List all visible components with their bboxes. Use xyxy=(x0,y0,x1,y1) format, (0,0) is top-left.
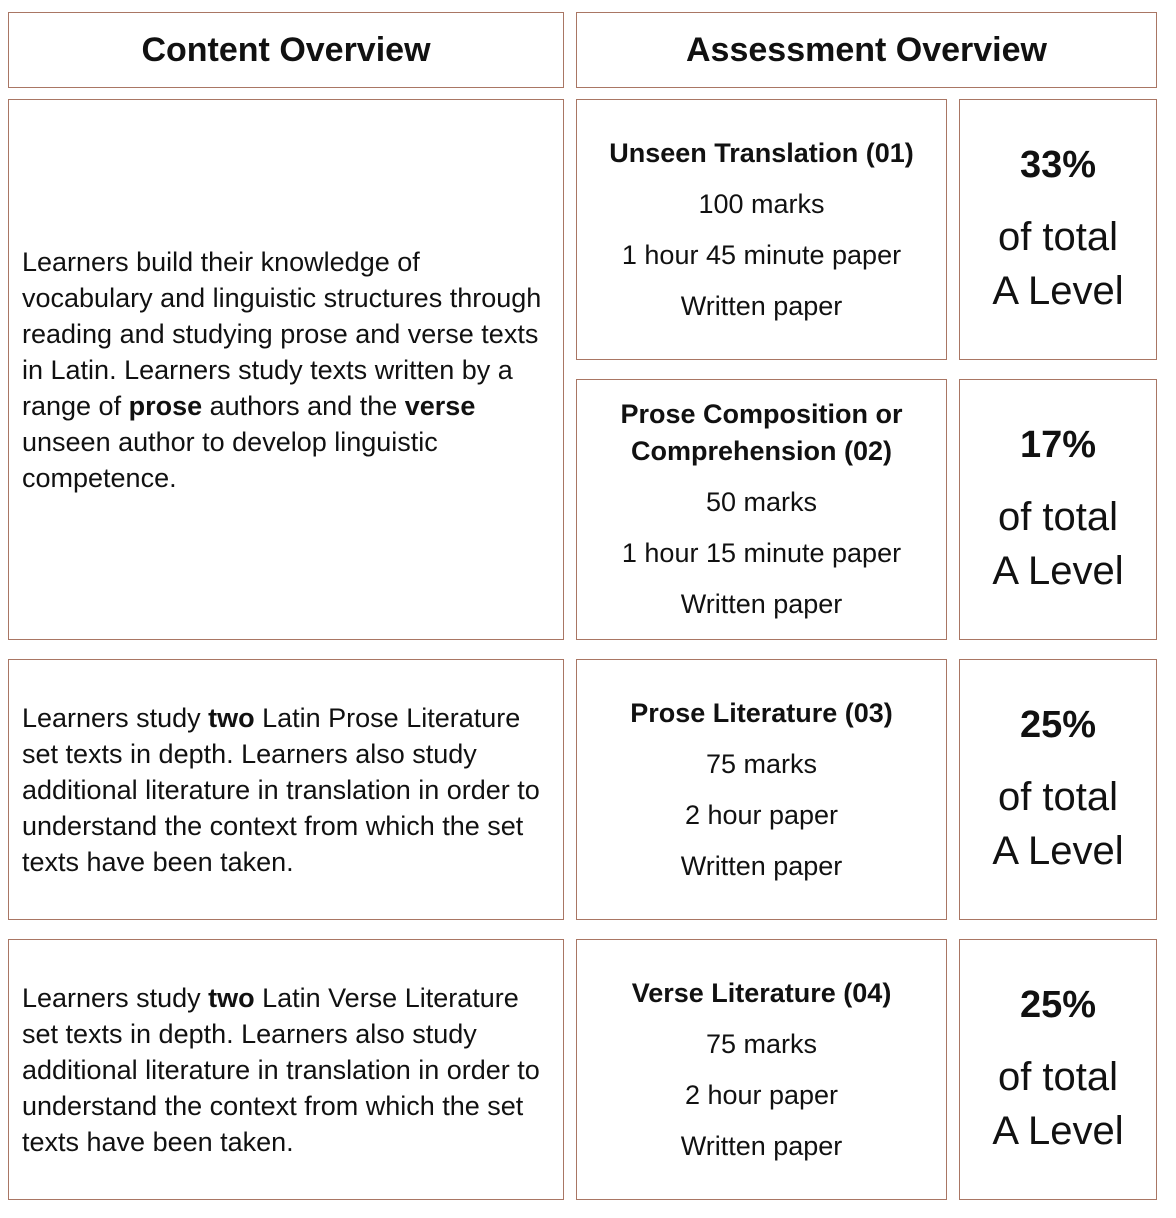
component-type: Written paper xyxy=(680,589,843,619)
content-text xyxy=(22,700,551,880)
weighting-label-line2: A Level xyxy=(992,828,1124,873)
text-segment: Learners study xyxy=(22,982,209,1013)
text-segment: Learners study xyxy=(22,702,209,733)
weighting-percent: 33% xyxy=(1019,143,1097,186)
assessment-overview-header xyxy=(576,12,1157,88)
emphasis-text: prose xyxy=(128,390,203,421)
component-duration: 2 hour paper xyxy=(684,1079,839,1110)
content-cell-prose-literature xyxy=(8,659,564,920)
content-cell-verse-literature xyxy=(8,939,564,1200)
component-title: Prose Composition or Comprehension (02) xyxy=(620,399,903,466)
component-04-details xyxy=(576,939,947,1200)
component-01-weighting xyxy=(959,99,1157,360)
text-segment: authors and the xyxy=(202,390,405,421)
emphasis-text: verse xyxy=(404,390,476,421)
text-segment: Latin Prose Literature set texts in depth. Learners also study additional literature in translation in order to understand the context from which the set texts have been taken. xyxy=(22,702,540,877)
text-segment: Learners build their knowledge of vocabulary and linguistic structures through reading and studying prose and verse texts in Latin. Learners study texts written by a range of xyxy=(22,246,542,421)
weighting-label-line1: of total xyxy=(997,214,1119,259)
text-segment: unseen author to develop linguistic competence. xyxy=(22,426,438,493)
component-02-weighting xyxy=(959,379,1157,640)
component-02-details xyxy=(576,379,947,640)
component-duration: 1 hour 45 minute paper xyxy=(621,239,902,270)
weighting-label-line2: A Level xyxy=(992,1108,1124,1153)
weighting-percent: 25% xyxy=(1019,703,1097,746)
weighting-label-line1: of total xyxy=(997,1054,1119,1099)
text-segment: Latin Verse Literature set texts in depth. Learners also study additional literature in translation in order to understand the context from which the set texts have been taken. xyxy=(22,982,540,1157)
weighting-percent: 25% xyxy=(1019,983,1097,1026)
component-03-details xyxy=(576,659,947,920)
component-type: Written paper xyxy=(680,290,843,321)
emphasis-text: two xyxy=(208,982,255,1013)
component-duration: 1 hour 15 minute paper xyxy=(621,538,902,568)
component-duration: 2 hour paper xyxy=(684,799,839,830)
content-cell-language xyxy=(8,99,564,640)
weighting-label-line1: of total xyxy=(997,774,1119,819)
assessment-overview-title: Assessment Overview xyxy=(686,30,1047,69)
content-overview-header xyxy=(8,12,564,88)
component-type: Written paper xyxy=(680,1130,843,1161)
component-title: Prose Literature (03) xyxy=(630,697,893,728)
weighting-label-line1: of total xyxy=(997,494,1119,539)
weighting-label-line2: A Level xyxy=(992,268,1124,313)
component-marks: 75 marks xyxy=(705,1028,818,1059)
content-overview-title: Content Overview xyxy=(141,30,431,69)
emphasis-text: two xyxy=(208,702,255,733)
weighting-percent: 17% xyxy=(1019,423,1097,466)
component-marks: 75 marks xyxy=(705,748,818,779)
component-type: Written paper xyxy=(680,850,843,881)
component-03-weighting xyxy=(959,659,1157,920)
component-title: Unseen Translation (01) xyxy=(609,137,914,168)
component-title: Verse Literature (04) xyxy=(631,977,892,1008)
component-04-weighting xyxy=(959,939,1157,1200)
component-01-details xyxy=(576,99,947,360)
component-marks: 100 marks xyxy=(698,188,825,219)
content-text xyxy=(22,244,551,496)
weighting-label-line2: A Level xyxy=(992,548,1124,593)
content-text xyxy=(22,980,551,1160)
component-marks: 50 marks xyxy=(705,487,818,517)
